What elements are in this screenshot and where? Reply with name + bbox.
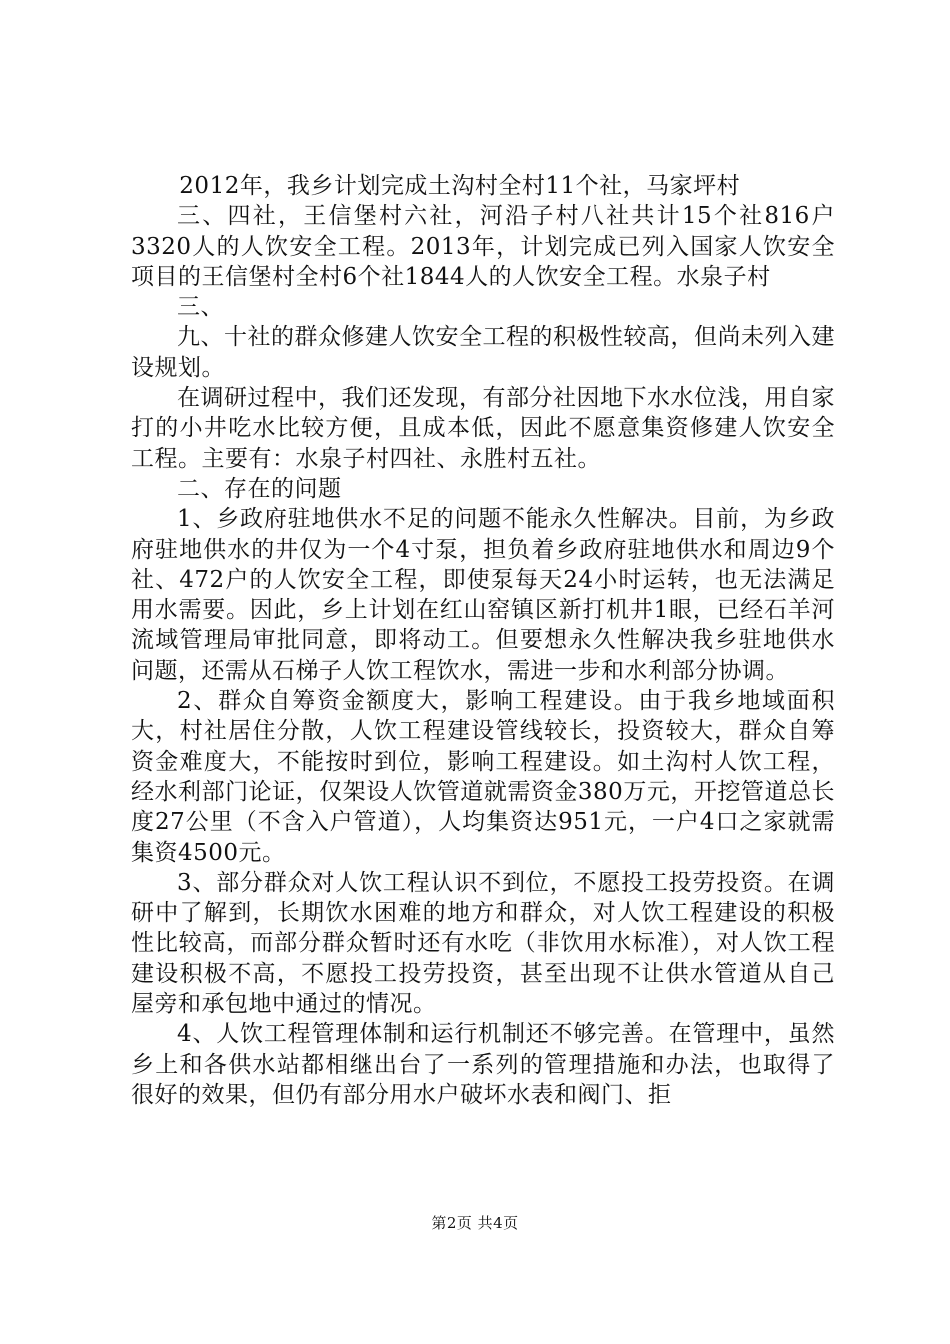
- paragraph: 三、: [177, 294, 224, 321]
- paragraph: 2012年，我乡计划完成土沟村全村11个社，马家坪村: [179, 173, 741, 199]
- section-heading: 二、存在的问题: [177, 475, 342, 502]
- paragraph: 九、十社的群众修建人饮安全工程的积极性较高，但尚未列入建设规划。: [131, 324, 835, 381]
- paragraph: 3、部分群众对人饮工程认识不到位，不愿投工投劳投资。在调研中了解到，长期饮水困难的地方和群众，对人饮工程建设的积极性比较高，而部分群众暂时还有水吃（非饮用水标准），对人饮工程建设积极不高，不愿投工投劳投资，甚至出现不让供水管道从自己屋旁和承包地中通过的情况。: [131, 869, 835, 1018]
- paragraph: 三、四社，王信堡村六社，河沿子村八社共计15个社816户3320人的人饮安全工程。2013年，计划完成已列入国家人饮安全项目的王信堡村全村6个社1844人的人饮安全工程。水泉子村: [131, 203, 835, 290]
- paragraph: 4、人饮工程管理体制和运行机制还不够完善。在管理中，虽然乡上和各供水站都相继出台了一系列的管理措施和办法，也取得了很好的效果，但仍有部分用水户破坏水表和阀门、拒: [131, 1021, 835, 1108]
- page-number-footer: 第2页 共4页: [431, 1214, 519, 1232]
- paragraph: 在调研过程中，我们还发现，有部分社因地下水水位浅，用自家打的小井吃水比较方便，且成本低，因此不愿意集资修建人饮安全工程。主要有：水泉子村四社、永胜村五社。: [131, 385, 835, 472]
- paragraph: 2、群众自筹资金额度大，影响工程建设。由于我乡地域面积大，村社居住分散，人饮工程建设管线较长，投资较大，群众自筹资金难度大，不能按时到位，影响工程建设。如土沟村人饮工程，经水利部门论证，仅架设人饮管道就需资金380万元，开挖管道总长度27公里（不含入户管道），人均集资达951元，一户4口之家就需集资4500元。: [131, 688, 835, 866]
- document-body: [131, 171, 835, 1110]
- paragraph: 1、乡政府驻地供水不足的问题不能永久性解决。目前，为乡政府驻地供水的井仅为一个4寸泵，担负着乡政府驻地供水和周边9个社、472户的人饮安全工程，即使泵每天24小时运转，也无法满足用水需要。因此，乡上计划在红山窑镇区新打机井1眼，已经石羊河流域管理局审批同意，即将动工。但要想永久性解决我乡驻地供水问题，还需从石梯子人饮工程饮水，需进一步和水利部分协调。: [131, 506, 835, 684]
